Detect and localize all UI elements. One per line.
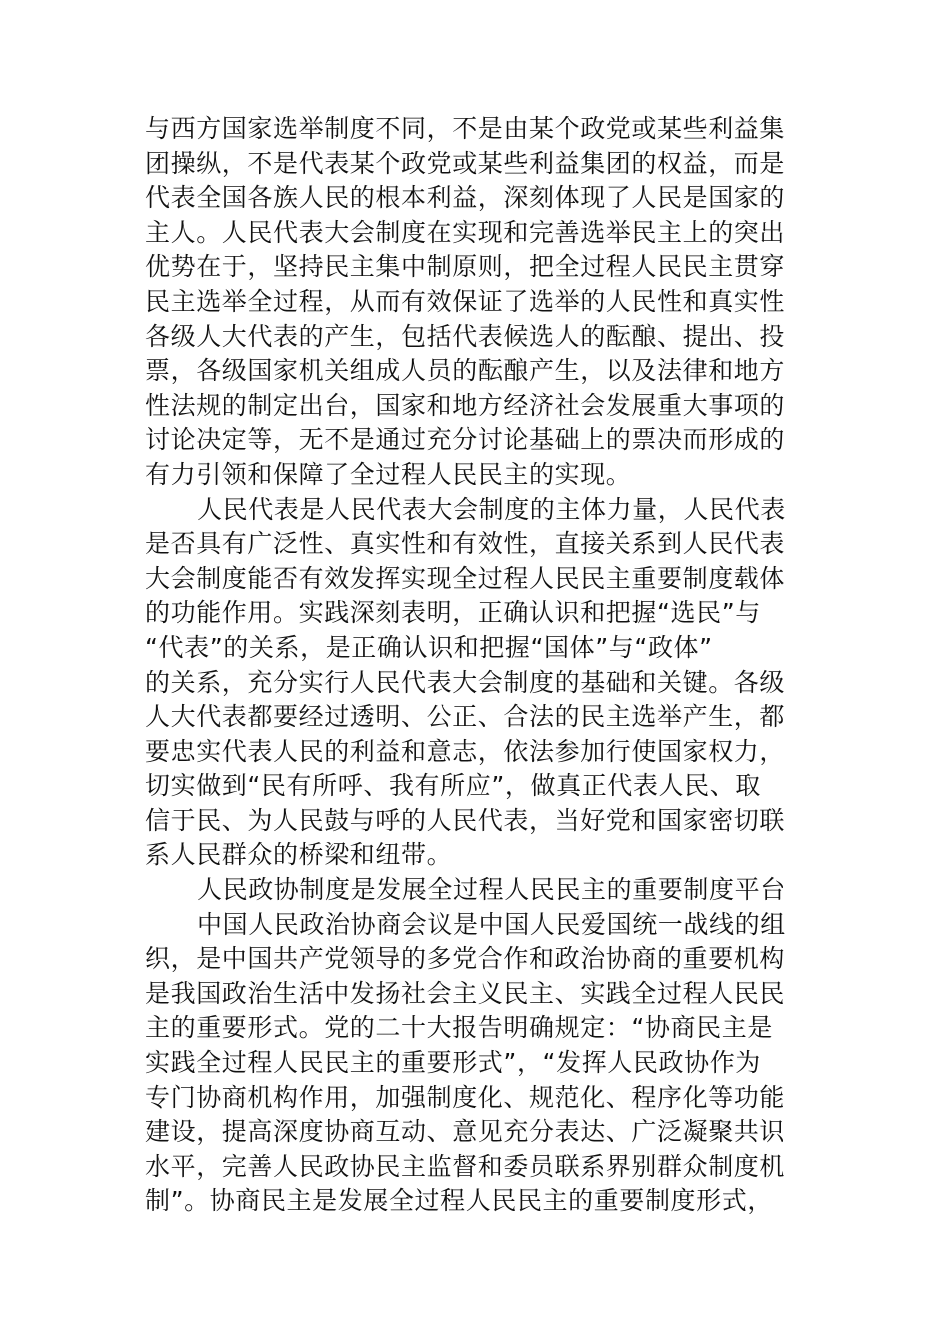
- text-line: 大会制度能否有效发挥实现全过程人民民主重要制度载体: [145, 563, 786, 593]
- text-line: 民主选举全过程，从而有效保证了选举的人民性和真实性: [145, 286, 786, 316]
- text-line: 人大代表都要经过透明、公正、合法的民主选举产生，都: [145, 702, 786, 732]
- document-body: [145, 112, 810, 1219]
- text-line: 中国人民政治协商会议是中国人民爱国统一战线的组: [197, 909, 786, 939]
- text-line: 是否具有广泛性、真实性和有效性，直接关系到人民代表: [145, 529, 786, 559]
- heading-line: 人民政协制度是发展全过程人民民主的重要制度平台: [197, 875, 786, 905]
- text-line: 是我国政治生活中发扬社会主义民主、实践全过程人民民: [145, 978, 786, 1008]
- text-line: “代表”的关系，是正确认识和把握“国体”与“政体”: [145, 632, 713, 662]
- text-line: 与西方国家选举制度不同，不是由某个政党或某些利益集: [145, 114, 786, 143]
- text-line: 票，各级国家机关组成人员的酝酿产生，以及法律和地方: [145, 356, 786, 386]
- text-line: 讨论决定等，无不是通过充分讨论基础上的票决而形成的: [145, 425, 786, 455]
- text-line: 专门协商机构作用，加强制度化、规范化、程序化等功能: [145, 1082, 786, 1112]
- text-line: 水平，完善人民政协民主监督和委员联系界别群众制度机: [145, 1151, 786, 1181]
- paragraph-3: [145, 908, 810, 1219]
- text-line: 各级人大代表的产生，包括代表候选人的酝酿、提出、投: [145, 321, 786, 351]
- text-line: 性法规的制定出台，国家和地方经济社会发展重大事项的: [145, 390, 786, 420]
- section-heading: [145, 873, 810, 908]
- text-line: 制”。协商民主是发展全过程人民民主的重要制度形式，: [145, 1186, 773, 1216]
- text-line: 优势在于，坚持民主集中制原则，把全过程人民民主贯穿: [145, 252, 786, 282]
- text-line: 人民代表是人民代表大会制度的主体力量，人民代表: [197, 494, 786, 524]
- text-line: 织，是中国共产党领导的多党合作和政治协商的重要机构: [145, 944, 786, 974]
- paragraph-1: [145, 112, 810, 493]
- text-line: 团操纵，不是代表某个政党或某些利益集团的权益，而是: [145, 148, 786, 178]
- text-line: 的功能作用。实践深刻表明，正确认识和把握“选民”与: [145, 598, 761, 628]
- text-line: 实践全过程人民民主的重要形式”，“发挥人民政协作为: [145, 1048, 761, 1078]
- text-line: 主人。人民代表大会制度在实现和完善选举民主上的突出: [145, 217, 786, 247]
- text-line: 信于民、为人民鼓与呼的人民代表，当好党和国家密切联: [145, 805, 786, 835]
- paragraph-2: [145, 493, 810, 874]
- text-line: 主的重要形式。党的二十大报告明确规定：“协商民主是: [145, 1013, 773, 1043]
- text-line: 切实做到“民有所呼、我有所应”，做真正代表人民、取: [145, 771, 761, 801]
- text-line: 代表全国各族人民的根本利益，深刻体现了人民是国家的: [145, 183, 786, 213]
- text-line: 的关系，充分实行人民代表大会制度的基础和关键。各级: [145, 667, 786, 697]
- text-line: 系人民群众的桥梁和纽带。: [145, 840, 453, 870]
- text-line: 建设，提高深度协商互动、意见充分表达、广泛凝聚共识: [145, 1117, 786, 1147]
- text-line: 有力引领和保障了全过程人民民主的实现。: [145, 459, 632, 489]
- text-line: 要忠实代表人民的利益和意志，依法参加行使国家权力，: [145, 736, 786, 766]
